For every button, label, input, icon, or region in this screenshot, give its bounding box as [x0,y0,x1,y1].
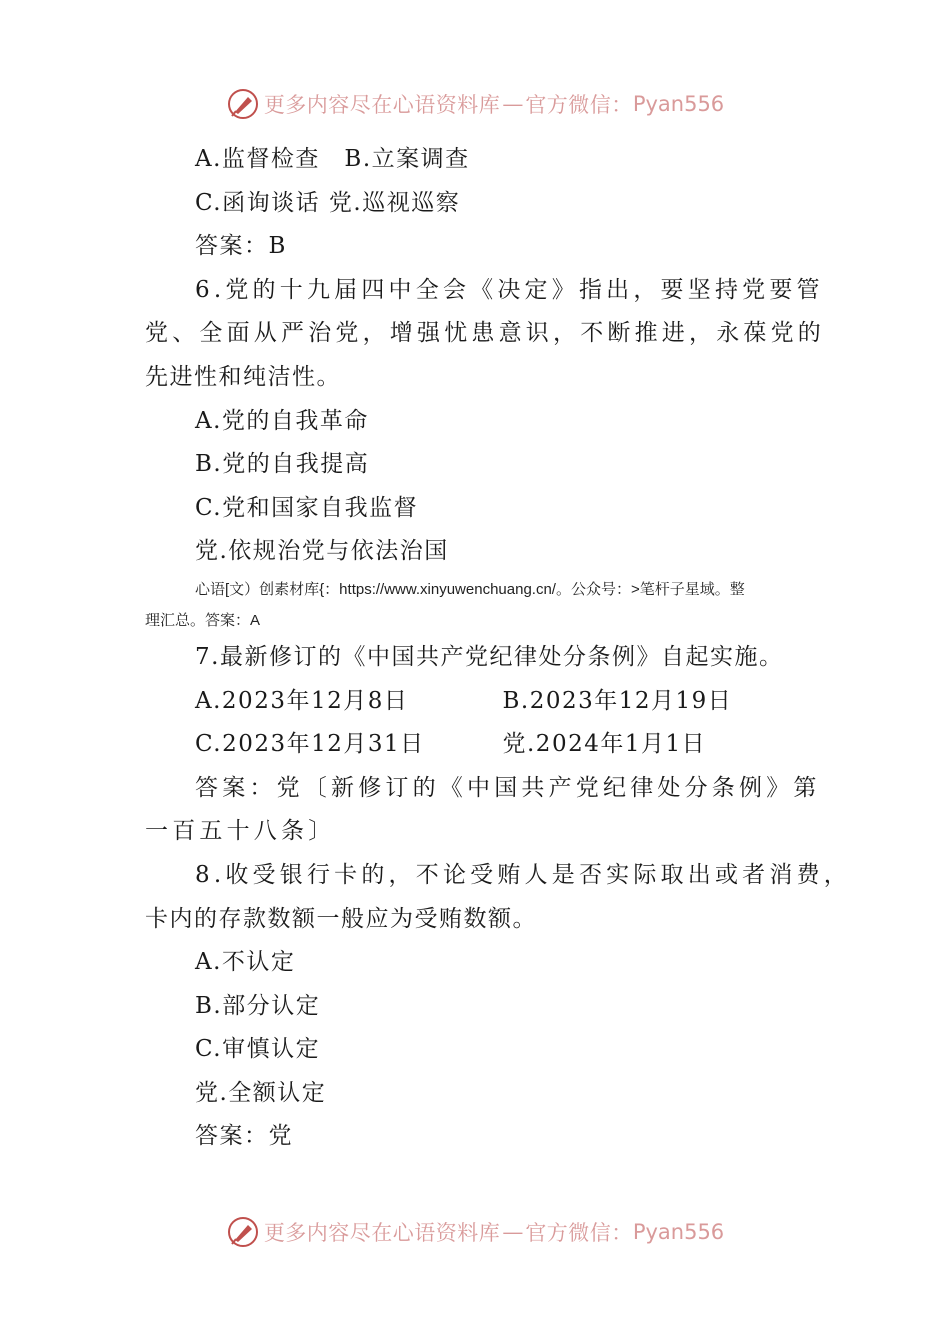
banner-wechat-id: Pyan556 [632,1220,725,1244]
q7-stem: 7.最新修订的《中国共产党纪律处分条例》自起实施。 [195,643,784,670]
q6-option-b: B.党的自我提高 [195,451,370,478]
document-body [145,138,851,1159]
q7-options-row2 [145,723,810,767]
q5-options-ab: A.监督检查 B.立案调查 [195,146,470,172]
source-note-line2: 理汇总。答案：A [145,611,261,629]
q6-option-d: 党.依规治党与依法治国 [195,538,449,565]
q8-stem-line1: 8.收受银行卡的，不论受贿人是否实际取出或者消费， [195,861,851,888]
pen-nib-logo-icon [226,87,260,121]
q6-option-a: A.党的自我革命 [195,407,369,434]
q7-answer-line2: 一百五十八条〕 [145,818,336,845]
banner-wechat-id: Pyan556 [632,92,725,116]
banner-text: 更多内容尽在心语资料库 [263,1221,501,1245]
q7-option-c: C.2023年12月31日 [195,731,425,758]
q8-answer: 答案：党 [195,1123,293,1150]
header-banner [0,84,950,124]
q8-option-b: B.部分认定 [195,992,321,1019]
pen-nib-logo-icon [226,1215,260,1249]
q6-stem-line3: 先进性和纯洁性。 [145,363,341,390]
q6-stem-line1: 6.党的十九届四中全会《决定》指出，要坚持党要管 [195,276,824,303]
footer-banner [0,1212,950,1252]
q5-answer: 答案：B [195,233,287,260]
q7-option-b: B.2023年12月19日 [502,687,733,714]
q7-options-row1 [145,680,810,724]
q6-stem-line2: 党、全面从严治党，增强忧患意识，不断推进，永葆党的 [145,320,825,347]
q8-option-a: A.不认定 [195,949,296,976]
source-note-line1: 心语[文）创素材库{：https://www.xinyuwenchuang.cn/。公众号：>笔杆子星域。整 [195,580,745,598]
q8-option-c: C.审慎认定 [195,1036,321,1063]
q7-answer-line1: 答案：党〔新修订的《中国共产党纪律处分条例》第 [195,774,821,801]
q6-option-c: C.党和国家自我监督 [195,494,419,521]
banner-text: 更多内容尽在心语资料库 [263,93,501,117]
banner-dash: — [502,92,524,116]
banner-official-label: 官方微信： [525,93,633,117]
q8-option-d: 党.全额认定 [195,1079,327,1106]
banner-dash: — [502,1220,524,1244]
banner-official-label: 官方微信： [525,1221,633,1245]
q8-stem-line2: 卡内的存款数额一般应为受贿数额。 [145,905,537,932]
q7-option-d: 党.2024年1月1日 [502,731,707,758]
q5-options-cd: C.函询谈话 党.巡视巡察 [195,189,461,216]
q7-option-a: A.2023年12月8日 [195,687,409,714]
